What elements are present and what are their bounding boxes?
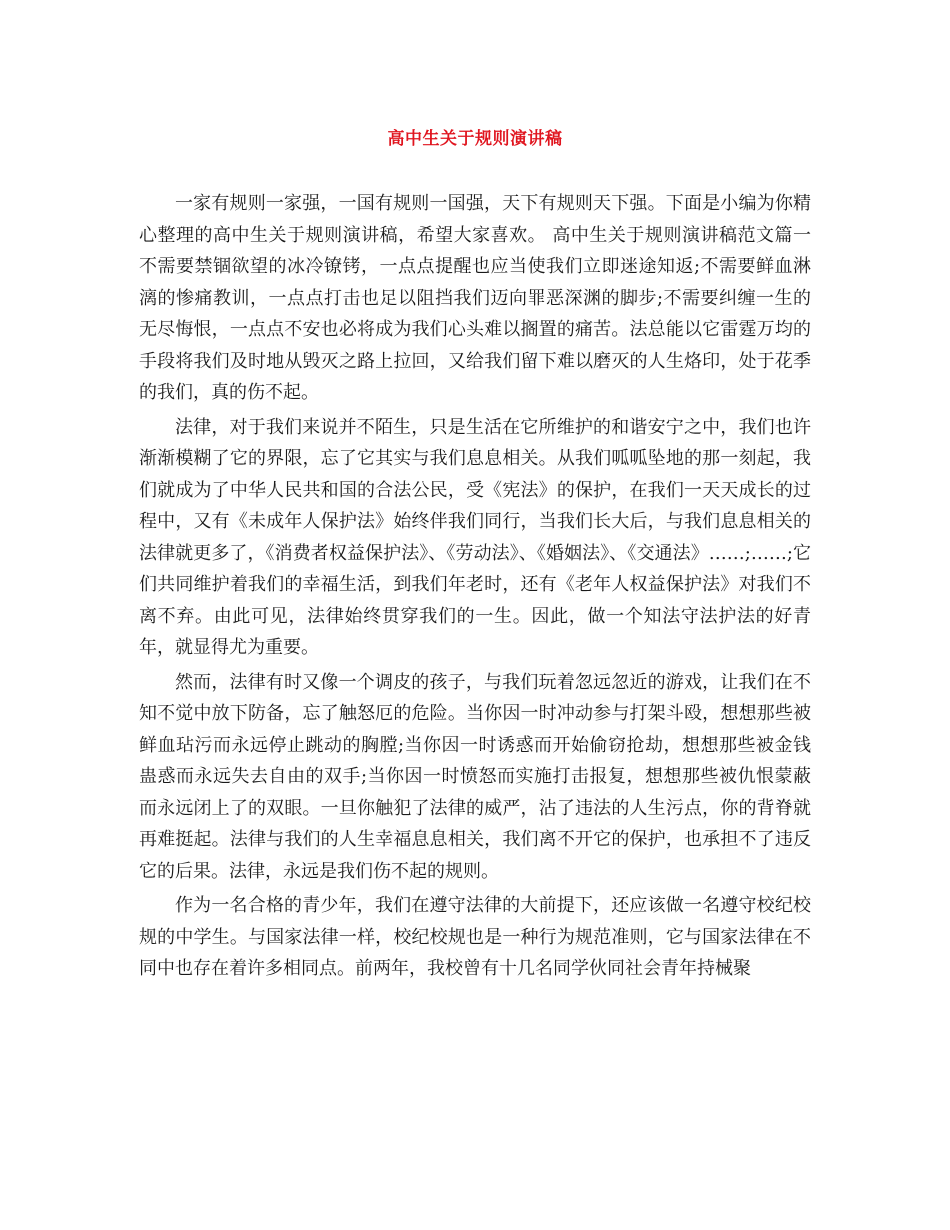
paragraph-3: 然而，法律有时又像一个调皮的孩子，与我们玩着忽远忽近的游戏，让我们在不知不觉中放下防备，忘了触怒厄的危险。当你因一时冲动参与打架斗殴，想想那些被鲜血玷污而永远停止跳动的胸膛;当你因一时诱惑而开始偷窃抢劫，想想那些被金钱蛊惑而永远失去自由的双手;当你因一时愤怒而实施打击报复，想想那些被仇恨蒙蔽而永远闭上了的双眼。一旦你触犯了法律的威严，沾了违法的人生污点，你的背脊就再难挺起。法律与我们的人生幸福息息相关，我们离不开它的保护，也承担不了违反它的后果。法律，永远是我们伤不起的规则。 [139, 671, 811, 882]
paragraph-4: 作为一名合格的青少年，我们在遵守法律的大前提下，还应该做一名遵守校纪校规的中学生。与国家法律一样，校纪校规也是一种行为规范准则，它与国家法律在不同中也存在着许多相同点。前两年，我校曾有十几名同学伙同社会青年持械聚 [139, 895, 811, 979]
document-title: 高中生关于规则演讲稿 [387, 129, 563, 149]
paragraph-2: 法律，对于我们来说并不陌生，只是生活在它所维护的和谐安宁之中，我们也许渐渐模糊了它的界限，忘了它其实与我们息息相关。从我们呱呱坠地的那一刻起，我们就成为了中华人民共和国的合法公民，受《宪法》的保护，在我们一天天成长的过程中，又有《未成年人保护法》始终伴我们同行，当我们长大后，与我们息息相关的法律就更多了，《消费者权益保护法》、《劳动法》、《婚姻法》、《交通法》……;……;它们共同维护着我们的幸福生活，到我们年老时，还有《老年人权益保护法》对我们不离不弃。由此可见，法律始终贯穿我们的一生。因此，做一个知法守法护法的好青年，就显得尤为重要。 [139, 416, 811, 658]
document-body [139, 188, 811, 988]
paragraph-1: 一家有规则一家强，一国有规则一国强，天下有规则天下强。下面是小编为你精心整理的高中生关于规则演讲稿，希望大家喜欢。 高中生关于规则演讲稿范文篇一 不需要禁锢欲望的冰冷镣铐，一点点提醒也应当使我们立即迷途知返;不需要鲜血淋漓的惨痛教训，一点点打击也足以阻挡我们迈向罪恶深渊的脚步;不需要纠缠一生的无尽悔恨，一点点不安也必将成为我们心头难以搁置的痛苦。法总能以它雷霆万均的手段将我们及时地从毁灭之路上拉回，又给我们留下难以磨灭的人生烙印，处于花季的我们，真的伤不起。 [139, 193, 811, 403]
